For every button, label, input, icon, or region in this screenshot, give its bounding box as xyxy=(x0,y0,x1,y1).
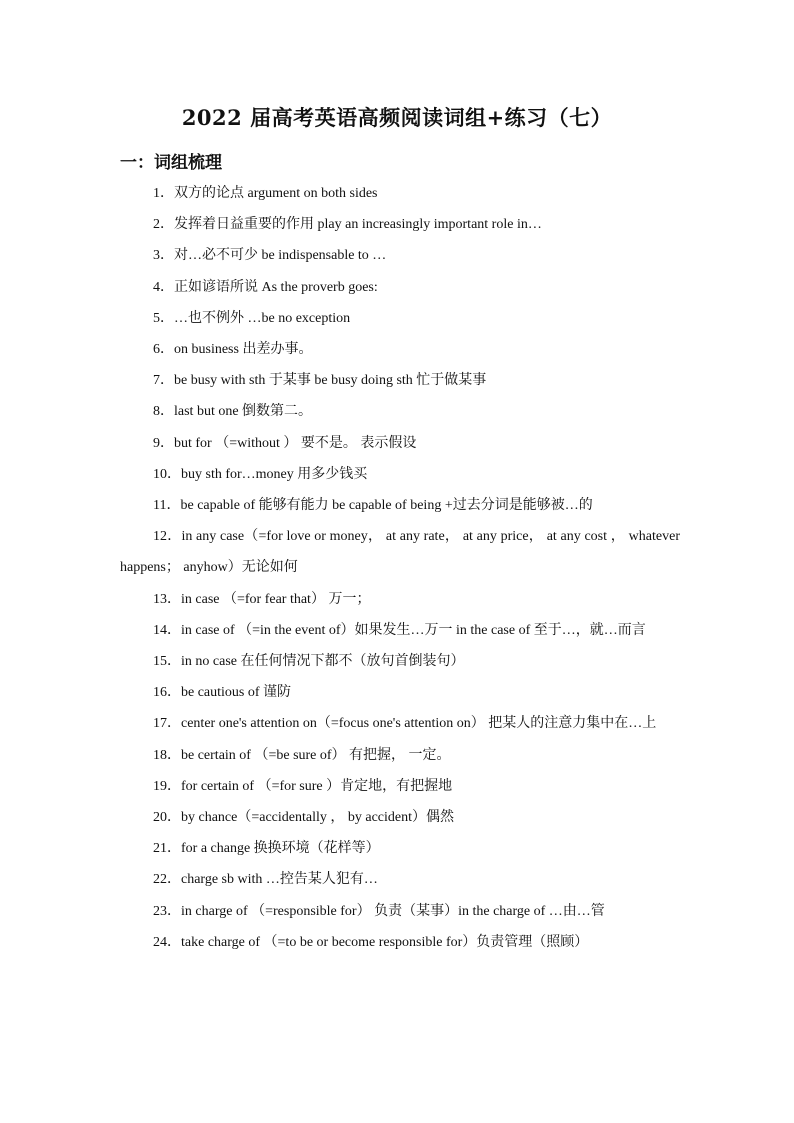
list-item: 6．on business 出差办事。 xyxy=(153,342,313,358)
list-item: 18．be certain of （=be sure of） 有把握， 一定。 xyxy=(153,747,451,763)
list-item: 4．正如谚语所说 As the proverb goes: xyxy=(153,279,378,295)
list-item: 13．in case （=for fear that） 万一； xyxy=(153,591,371,607)
list-item: 21．for a change 换换环境（花样等） xyxy=(153,841,380,857)
list-item: 1．双方的论点 argument on both sides xyxy=(153,186,378,201)
list-item: 14．in case of （=in the event of）如果发生…万一 in the case of 至于…，就…而言 xyxy=(153,622,646,638)
list-item: 9．but for （=without ） 要不是。 表示假设 xyxy=(153,435,417,451)
list-item: 16．be cautious of 谨防 xyxy=(153,685,292,701)
list-item: 10．buy sth for…money 用多少钱买 xyxy=(153,466,368,482)
list-item: 3．对…必不可少 be indispensable to … xyxy=(153,248,387,264)
list-item: 24．take charge of （=to be or become responsible for）负责管理（照顾） xyxy=(153,934,589,950)
list-item: 2．发挥着日益重要的作用 play an increasingly important role in… xyxy=(153,217,542,233)
phrase-list xyxy=(120,178,680,958)
list-item: 19．for certain of （=for sure ）肯定地，有把握地 xyxy=(153,778,453,794)
list-item: 23．in charge of （=responsible for） 负责（某事）in the charge of …由…管 xyxy=(153,903,605,919)
list-item: 7．be busy with sth 于某事 be busy doing sth 忙于做某事 xyxy=(153,373,487,389)
list-item: 8．last but one 倒数第二。 xyxy=(153,404,313,420)
list-item: 22．charge sb with …控告某人犯有… xyxy=(153,872,378,888)
list-item: 12．in any case（=for love or money， at any rate， at any price， at any cost ， whatever happens； anyhow）无论如何 xyxy=(120,529,680,576)
document-title: 2022 届高考英语高频阅读词组+练习（七） xyxy=(181,105,613,130)
list-item: 11．be capable of 能够有能力 be capable of being +过去分词是能够被…的 xyxy=(153,498,593,514)
list-item: 15．in no case 在任何情况下都不（放句首倒装句） xyxy=(153,654,465,670)
list-item: 17．center one's attention on（=focus one's attention on） 把某人的注意力集中在…上 xyxy=(153,716,657,732)
list-item: 20．by chance（=accidentally ， by accident）偶然 xyxy=(153,810,455,826)
list-item: 5．…也不例外 …be no exception xyxy=(153,310,351,326)
section-heading: 一：词组梳理 xyxy=(120,153,222,173)
